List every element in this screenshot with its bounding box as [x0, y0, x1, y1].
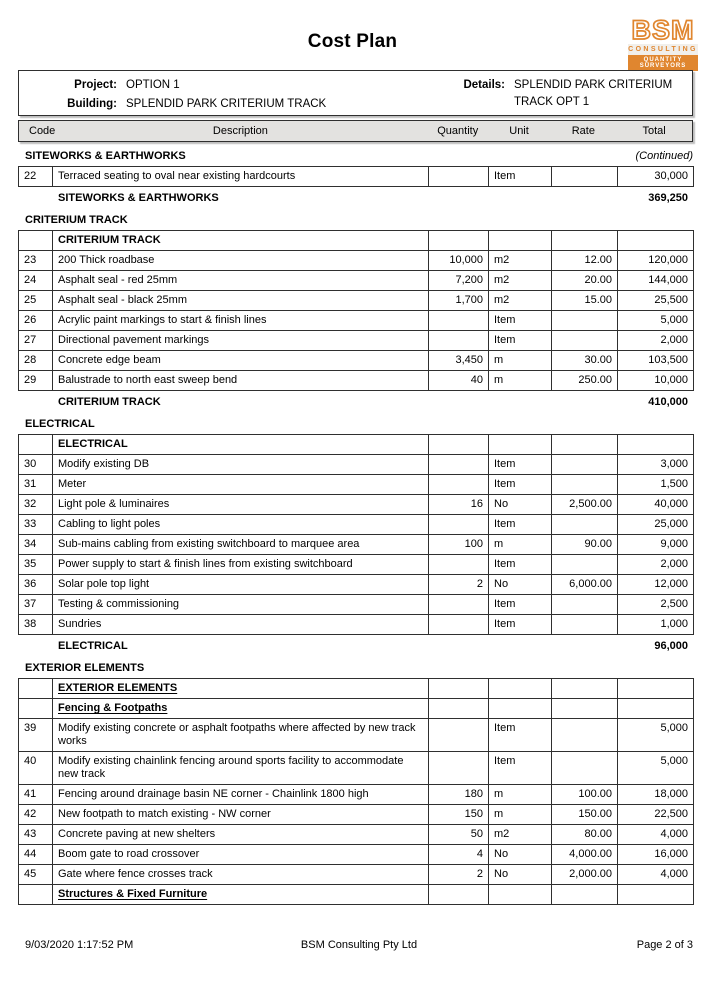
cell-quantity	[429, 885, 489, 905]
cell-description: Directional pavement markings	[53, 331, 429, 351]
cell-description: Acrylic paint markings to start & finish lines	[53, 311, 429, 331]
cell-quantity	[429, 475, 489, 495]
cell-unit: Item	[489, 311, 552, 331]
cell-total: 22,500	[618, 805, 694, 825]
continued-note: (Continued)	[635, 150, 693, 162]
building-value: SPLENDID PARK CRITERIUM TRACK	[126, 98, 327, 110]
cell-code: 30	[19, 455, 53, 475]
cell-total: 25,500	[618, 291, 694, 311]
subtotal-label: ELECTRICAL	[58, 640, 128, 652]
cell-code: 28	[19, 351, 53, 371]
cell-rate: 12.00	[552, 251, 618, 271]
cell-description: Testing & commissioning	[53, 595, 429, 615]
cell-code: 24	[19, 271, 53, 291]
cell-quantity: 3,450	[429, 351, 489, 371]
cell-rate: 250.00	[552, 371, 618, 391]
cell-rate	[552, 331, 618, 351]
cell-unit: m	[489, 535, 552, 555]
cell-rate: 20.00	[552, 271, 618, 291]
cell-total: 30,000	[618, 167, 694, 187]
table-row	[19, 752, 694, 785]
page-footer	[18, 939, 693, 951]
cell-rate	[552, 515, 618, 535]
cell-total: 1,000	[618, 615, 694, 635]
cell-description: ELECTRICAL	[53, 435, 429, 455]
details-value: SPLENDID PARK CRITERIUM TRACK OPT 1	[514, 79, 673, 108]
subtotal-row	[18, 187, 693, 208]
subtotal-value: 410,000	[648, 396, 688, 408]
table-row	[19, 719, 694, 752]
cell-quantity: 7,200	[429, 271, 489, 291]
cell-unit	[489, 231, 552, 251]
cell-rate: 150.00	[552, 805, 618, 825]
cell-unit: Item	[489, 555, 552, 575]
building-label: Building:	[67, 98, 117, 110]
cell-quantity	[429, 752, 489, 785]
cell-quantity: 2	[429, 865, 489, 885]
cell-unit: m	[489, 371, 552, 391]
subtotal-value: 369,250	[648, 192, 688, 204]
cell-description: EXTERIOR ELEMENTS	[53, 679, 429, 699]
cell-description: CRITERIUM TRACK	[53, 231, 429, 251]
cell-quantity	[429, 231, 489, 251]
cell-unit: Item	[489, 615, 552, 635]
cell-total: 25,000	[618, 515, 694, 535]
cost-table	[18, 434, 694, 635]
page-title: Cost Plan	[307, 31, 398, 52]
cell-quantity	[429, 515, 489, 535]
cell-unit: Item	[489, 595, 552, 615]
cell-unit: Item	[489, 719, 552, 752]
cell-quantity: 10,000	[429, 251, 489, 271]
cell-code: 45	[19, 865, 53, 885]
cell-rate	[552, 555, 618, 575]
cell-description: Cabling to light poles	[53, 515, 429, 535]
cell-unit: m	[489, 805, 552, 825]
cell-code: 38	[19, 615, 53, 635]
table-row	[19, 535, 694, 555]
cell-rate	[552, 455, 618, 475]
cell-total: 4,000	[618, 825, 694, 845]
cell-code: 43	[19, 825, 53, 845]
cell-total	[618, 885, 694, 905]
cell-rate	[552, 435, 618, 455]
cost-section	[18, 150, 693, 208]
cell-unit: m	[489, 351, 552, 371]
table-row	[19, 845, 694, 865]
cell-unit: m2	[489, 271, 552, 291]
footer-timestamp: 9/03/2020 1:17:52 PM	[25, 939, 134, 951]
cell-rate: 2,000.00	[552, 865, 618, 885]
column-header-quantity: Quantity	[437, 125, 479, 137]
cost-table	[18, 230, 694, 391]
cell-description: 200 Thick roadbase	[53, 251, 429, 271]
cell-unit: Item	[489, 752, 552, 785]
cell-description: Structures & Fixed Furniture	[53, 885, 429, 905]
cell-rate	[552, 231, 618, 251]
cell-description: Concrete edge beam	[53, 351, 429, 371]
cell-total: 5,000	[618, 719, 694, 752]
cell-quantity: 100	[429, 535, 489, 555]
cell-quantity: 16	[429, 495, 489, 515]
table-row	[19, 515, 694, 535]
cell-code: 22	[19, 167, 53, 187]
footer-page-number: Page 2 of 3	[636, 939, 694, 951]
table-row	[19, 785, 694, 805]
logo-surveyors-text: QUANTITY SURVEYORS	[628, 55, 698, 71]
cell-code	[19, 699, 53, 719]
table-heading-row	[19, 885, 694, 905]
cell-rate	[552, 885, 618, 905]
table-row	[19, 167, 694, 187]
column-header-total: Total	[642, 125, 666, 137]
table-row	[19, 595, 694, 615]
sections-container	[18, 147, 693, 905]
cell-description: Sub-mains cabling from existing switchboard to marquee area	[53, 535, 429, 555]
cell-quantity	[429, 311, 489, 331]
table-row	[19, 825, 694, 845]
cost-section	[18, 214, 693, 412]
cell-total: 9,000	[618, 535, 694, 555]
cell-quantity	[429, 435, 489, 455]
cell-description: Power supply to start & finish lines from existing switchboard	[53, 555, 429, 575]
cell-total: 16,000	[618, 845, 694, 865]
cell-code: 39	[19, 719, 53, 752]
table-heading-row	[19, 435, 694, 455]
cell-code: 33	[19, 515, 53, 535]
cell-rate	[552, 167, 618, 187]
cost-table	[18, 166, 694, 187]
details-label: Details:	[463, 79, 505, 91]
cell-total: 103,500	[618, 351, 694, 371]
project-info-left	[19, 76, 409, 115]
table-heading-row	[19, 679, 694, 699]
cell-description: Asphalt seal - red 25mm	[53, 271, 429, 291]
cell-quantity	[429, 615, 489, 635]
cell-total: 3,000	[618, 455, 694, 475]
cell-total: 40,000	[618, 495, 694, 515]
project-info-right	[409, 76, 692, 115]
project-info-box	[18, 70, 693, 116]
cell-code: 26	[19, 311, 53, 331]
cell-code	[19, 679, 53, 699]
project-label: Project:	[74, 79, 117, 91]
cell-unit: m2	[489, 825, 552, 845]
cell-description: Concrete paving at new shelters	[53, 825, 429, 845]
cell-rate: 15.00	[552, 291, 618, 311]
section-title: SITEWORKS & EARTHWORKS	[25, 150, 186, 162]
cell-description: Balustrade to north east sweep bend	[53, 371, 429, 391]
subtotal-label: CRITERIUM TRACK	[58, 396, 161, 408]
cell-total: 144,000	[618, 271, 694, 291]
table-row	[19, 495, 694, 515]
cell-total: 18,000	[618, 785, 694, 805]
cell-code: 37	[19, 595, 53, 615]
cell-description: Modify existing DB	[53, 455, 429, 475]
cell-description: New footpath to match existing - NW corner	[53, 805, 429, 825]
table-row	[19, 251, 694, 271]
cell-total: 2,000	[618, 331, 694, 351]
cell-unit: m2	[489, 291, 552, 311]
cost-section	[18, 418, 693, 656]
cell-description: Fencing around drainage basin NE corner - Chainlink 1800 high	[53, 785, 429, 805]
cell-rate	[552, 699, 618, 719]
cell-unit	[489, 679, 552, 699]
cell-quantity	[429, 595, 489, 615]
footer-company: BSM Consulting Pty Ltd	[300, 939, 418, 951]
cell-code: 36	[19, 575, 53, 595]
cell-rate: 90.00	[552, 535, 618, 555]
cell-quantity	[429, 699, 489, 719]
cell-rate	[552, 752, 618, 785]
table-row	[19, 311, 694, 331]
cell-total: 4,000	[618, 865, 694, 885]
cell-total	[618, 435, 694, 455]
subtotal-label: SITEWORKS & EARTHWORKS	[58, 192, 219, 204]
cell-unit	[489, 885, 552, 905]
table-row	[19, 555, 694, 575]
cell-rate: 4,000.00	[552, 845, 618, 865]
cell-quantity: 40	[429, 371, 489, 391]
cell-total: 1,500	[618, 475, 694, 495]
cell-description: Fencing & Footpaths	[53, 699, 429, 719]
column-header-description: Description	[212, 125, 268, 137]
cell-rate	[552, 615, 618, 635]
cell-rate	[552, 475, 618, 495]
section-title: ELECTRICAL	[25, 418, 95, 430]
cell-unit	[489, 435, 552, 455]
table-row	[19, 865, 694, 885]
cell-code: 23	[19, 251, 53, 271]
building-row	[19, 95, 409, 114]
project-row	[19, 76, 409, 95]
table-heading-row	[19, 699, 694, 719]
cell-code	[19, 435, 53, 455]
cell-unit: No	[489, 495, 552, 515]
cell-code: 32	[19, 495, 53, 515]
cell-code: 27	[19, 331, 53, 351]
table-row	[19, 291, 694, 311]
cell-total: 12,000	[618, 575, 694, 595]
section-heading	[18, 662, 693, 674]
cell-rate	[552, 595, 618, 615]
cell-total: 120,000	[618, 251, 694, 271]
cell-unit: m	[489, 785, 552, 805]
cell-total	[618, 679, 694, 699]
cell-total: 10,000	[618, 371, 694, 391]
cell-quantity: 50	[429, 825, 489, 845]
cell-code	[19, 231, 53, 251]
cell-total: 2,000	[618, 555, 694, 575]
cell-total: 5,000	[618, 311, 694, 331]
section-title: EXTERIOR ELEMENTS	[25, 662, 145, 674]
column-header-unit: Unit	[509, 125, 529, 137]
cell-description: Modify existing concrete or asphalt footpaths where affected by new track works	[53, 719, 429, 752]
cell-rate: 2,500.00	[552, 495, 618, 515]
cost-section	[18, 662, 693, 905]
cell-rate	[552, 679, 618, 699]
table-row	[19, 455, 694, 475]
cell-quantity	[429, 455, 489, 475]
cell-total	[618, 231, 694, 251]
cell-quantity	[429, 679, 489, 699]
cell-code: 31	[19, 475, 53, 495]
bsm-logo-icon	[628, 14, 698, 44]
cell-total: 2,500	[618, 595, 694, 615]
cell-code: 35	[19, 555, 53, 575]
cell-unit: Item	[489, 475, 552, 495]
cell-unit: No	[489, 845, 552, 865]
cell-quantity	[429, 555, 489, 575]
cell-quantity	[429, 167, 489, 187]
column-header-code: Code	[29, 125, 56, 137]
section-heading	[18, 150, 693, 162]
cell-code: 40	[19, 752, 53, 785]
cell-unit: Item	[489, 167, 552, 187]
table-heading-row	[19, 231, 694, 251]
table-row	[19, 475, 694, 495]
cell-code: 42	[19, 805, 53, 825]
cell-description: Boom gate to road crossover	[53, 845, 429, 865]
cell-code: 25	[19, 291, 53, 311]
table-row	[19, 351, 694, 371]
cell-quantity: 2	[429, 575, 489, 595]
cell-quantity: 4	[429, 845, 489, 865]
cell-unit: m2	[489, 251, 552, 271]
cell-code: 44	[19, 845, 53, 865]
cell-quantity	[429, 719, 489, 752]
cell-quantity	[429, 331, 489, 351]
cell-unit: No	[489, 865, 552, 885]
cell-description: Gate where fence crosses track	[53, 865, 429, 885]
table-column-header	[18, 120, 693, 142]
cell-unit: Item	[489, 455, 552, 475]
cell-code: 29	[19, 371, 53, 391]
cell-quantity: 150	[429, 805, 489, 825]
cell-code: 41	[19, 785, 53, 805]
cell-unit: No	[489, 575, 552, 595]
cell-description: Asphalt seal - black 25mm	[53, 291, 429, 311]
cell-rate: 30.00	[552, 351, 618, 371]
cell-description: Solar pole top light	[53, 575, 429, 595]
section-heading	[18, 214, 693, 226]
cell-description: Terraced seating to oval near existing hardcourts	[53, 167, 429, 187]
cell-description: Modify existing chainlink fencing around sports facility to accommodate new track	[53, 752, 429, 785]
project-value: OPTION 1	[126, 79, 180, 91]
cell-unit: Item	[489, 515, 552, 535]
section-heading	[18, 418, 693, 430]
column-header-rate: Rate	[571, 125, 595, 137]
cell-quantity: 1,700	[429, 291, 489, 311]
subtotal-row	[18, 635, 693, 656]
cell-rate: 80.00	[552, 825, 618, 845]
cell-rate: 6,000.00	[552, 575, 618, 595]
cell-rate	[552, 719, 618, 752]
cell-rate: 100.00	[552, 785, 618, 805]
table-row	[19, 371, 694, 391]
table-row	[19, 805, 694, 825]
logo-consulting-text: CONSULTING	[628, 46, 698, 53]
cell-rate	[552, 311, 618, 331]
subtotal-value: 96,000	[654, 640, 688, 652]
cost-table	[18, 678, 694, 905]
cell-total	[618, 699, 694, 719]
table-row	[19, 575, 694, 595]
table-row	[19, 271, 694, 291]
cell-code	[19, 885, 53, 905]
cell-description: Sundries	[53, 615, 429, 635]
cell-total: 5,000	[618, 752, 694, 785]
cell-unit: Item	[489, 331, 552, 351]
cell-unit	[489, 699, 552, 719]
details-row	[409, 76, 692, 111]
cell-quantity: 180	[429, 785, 489, 805]
table-row	[19, 615, 694, 635]
cell-description: Light pole & luminaires	[53, 495, 429, 515]
cell-code: 34	[19, 535, 53, 555]
cell-description: Meter	[53, 475, 429, 495]
bsm-logo	[628, 14, 698, 71]
svg-text:BSM: BSM	[631, 15, 695, 44]
section-title: CRITERIUM TRACK	[25, 214, 128, 226]
subtotal-row	[18, 391, 693, 412]
table-row	[19, 331, 694, 351]
